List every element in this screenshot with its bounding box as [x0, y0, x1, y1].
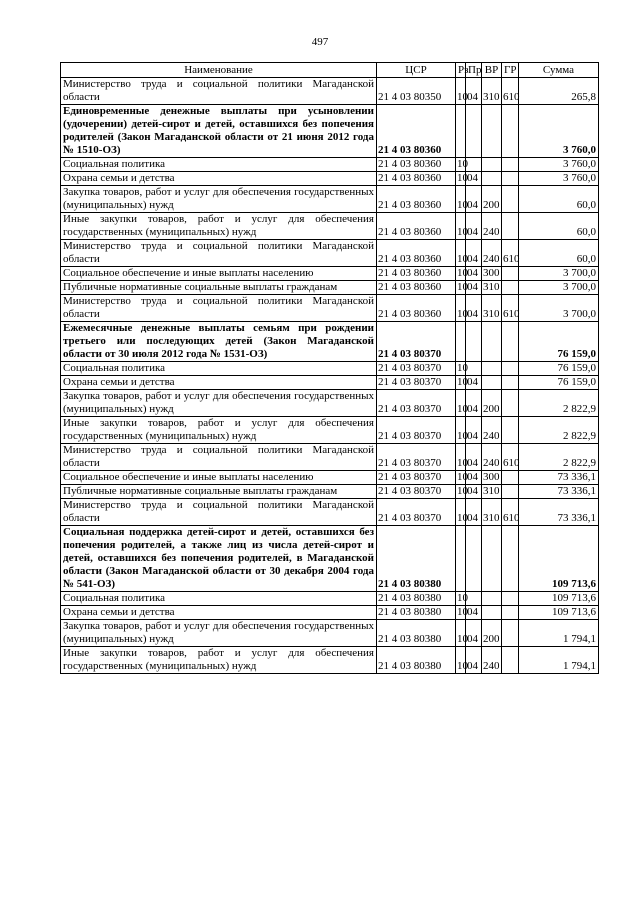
cell-gr [502, 471, 519, 485]
table-row [61, 186, 599, 213]
header-vr: ВР [482, 63, 502, 78]
cell-name: Министерство труда и социальной политики Магаданской области [61, 240, 377, 267]
cell-csr: 21 4 03 80360 [377, 158, 456, 172]
cell-gr: 610 [502, 78, 519, 105]
table-row [61, 485, 599, 499]
cell-name: Социальная политика [61, 158, 377, 172]
cell-rz: 10 [457, 592, 468, 604]
cell-name: Министерство труда и социальной политики Магаданской области [61, 78, 377, 105]
cell-name: Ежемесячные денежные выплаты семьям при рождении третьего или последующих детей (Закон Магаданской области от 30 июля 2012 года № 1531-ОЗ) [61, 322, 377, 362]
cell-csr: 21 4 03 80370 [377, 444, 456, 471]
table-row [61, 376, 599, 390]
cell-rz: 10 [456, 647, 466, 674]
cell-gr [502, 526, 519, 592]
cell-pr: 04 [466, 471, 482, 485]
cell-sum: 2 822,9 [519, 390, 599, 417]
cell-sum: 76 159,0 [519, 322, 599, 362]
cell-vr [482, 105, 502, 158]
table-row [61, 267, 599, 281]
cell-rz: 10 [456, 390, 466, 417]
cell-csr: 21 4 03 80380 [377, 526, 456, 592]
table-row [61, 390, 599, 417]
cell-name: Охрана семьи и детства [61, 606, 377, 620]
cell-csr: 21 4 03 80370 [377, 376, 456, 390]
budget-table [60, 62, 599, 674]
table-row [61, 172, 599, 186]
table-row [61, 362, 599, 376]
cell-vr [482, 362, 502, 376]
cell-gr [502, 390, 519, 417]
cell-sum: 73 336,1 [519, 499, 599, 526]
cell-sum: 60,0 [519, 186, 599, 213]
cell-gr [502, 281, 519, 295]
cell-rz: 10 [456, 620, 466, 647]
table-row [61, 444, 599, 471]
cell-pr: 04 [466, 172, 482, 186]
header-sum: Сумма [519, 63, 599, 78]
cell-name: Социальная политика [61, 362, 377, 376]
cell-rz [456, 322, 466, 362]
cell-pr [466, 526, 482, 592]
cell-pr [466, 322, 482, 362]
cell-gr [502, 417, 519, 444]
cell-vr [482, 606, 502, 620]
cell-vr [482, 158, 502, 172]
cell-rz: 10 [456, 295, 466, 322]
table-row [61, 620, 599, 647]
cell-sum: 3 760,0 [519, 158, 599, 172]
cell-rz: 10 [456, 78, 466, 105]
cell-csr: 21 4 03 80350 [377, 78, 456, 105]
cell-rz: 10 [456, 499, 466, 526]
cell-sum: 1 794,1 [519, 620, 599, 647]
header-gr: ГР [502, 63, 519, 78]
cell-vr: 200 [482, 390, 502, 417]
cell-vr: 310 [482, 499, 502, 526]
cell-csr: 21 4 03 80380 [377, 606, 456, 620]
table-row [61, 647, 599, 674]
page-number: 497 [311, 36, 329, 48]
cell-rz: 10 [456, 240, 466, 267]
cell-csr: 21 4 03 80370 [377, 471, 456, 485]
cell-gr: 610 [502, 444, 519, 471]
cell-gr [502, 267, 519, 281]
cell-csr: 21 4 03 80380 [377, 592, 456, 606]
cell-name: Министерство труда и социальной политики Магаданской области [61, 444, 377, 471]
table-row [61, 526, 599, 592]
header-name: Наименование [61, 63, 377, 78]
cell-rz: 10 [457, 158, 468, 170]
cell-rz: 10 [457, 172, 468, 184]
cell-csr: 21 4 03 80370 [377, 417, 456, 444]
cell-pr: 04 [466, 485, 482, 499]
table-row [61, 105, 599, 158]
cell-csr: 21 4 03 80360 [377, 240, 456, 267]
cell-pr: 04 [466, 376, 482, 390]
cell-gr [502, 376, 519, 390]
cell-sum: 3 700,0 [519, 267, 599, 281]
cell-gr [502, 485, 519, 499]
cell-sum: 73 336,1 [519, 485, 599, 499]
cell-gr [502, 172, 519, 186]
cell-sum: 3 700,0 [519, 295, 599, 322]
cell-name: Закупка товаров, работ и услуг для обеспечения государственных (муниципальных) нужд [61, 186, 377, 213]
table-row [61, 240, 599, 267]
cell-pr: 04 [466, 78, 482, 105]
table-row [61, 606, 599, 620]
cell-vr [482, 376, 502, 390]
cell-rz: 10 [456, 417, 466, 444]
cell-sum: 109 713,6 [519, 526, 599, 592]
cell-vr: 310 [482, 295, 502, 322]
cell-name: Иные закупки товаров, работ и услуг для обеспечения государственных (муниципальных) нужд [61, 647, 377, 674]
cell-pr: 04 [466, 647, 482, 674]
cell-rz: 10 [457, 606, 468, 618]
cell-vr: 310 [483, 281, 500, 293]
cell-gr: 610 [502, 295, 519, 322]
cell-csr: 21 4 03 80370 [377, 499, 456, 526]
cell-gr [502, 592, 519, 606]
cell-rz: 10 [456, 213, 466, 240]
cell-name: Публичные нормативные социальные выплаты гражданам [61, 485, 377, 499]
cell-sum: 60,0 [519, 213, 599, 240]
cell-rz: 10 [456, 186, 466, 213]
cell-csr: 21 4 03 80370 [377, 322, 456, 362]
cell-csr: 21 4 03 80370 [377, 362, 456, 376]
cell-name: Охрана семьи и детства [61, 376, 377, 390]
cell-vr [482, 592, 502, 606]
cell-csr: 21 4 03 80380 [377, 620, 456, 647]
table-row [61, 281, 599, 295]
cell-csr: 21 4 03 80360 [377, 267, 456, 281]
cell-sum: 3 760,0 [519, 172, 599, 186]
cell-sum: 265,8 [519, 78, 599, 105]
cell-rz: 10 [457, 267, 468, 279]
cell-gr [502, 362, 519, 376]
cell-csr: 21 4 03 80360 [377, 295, 456, 322]
cell-rz: 10 [456, 444, 466, 471]
cell-csr: 21 4 03 80360 [377, 186, 456, 213]
table-body [61, 78, 599, 674]
cell-pr [466, 105, 482, 158]
cell-gr: 610 [502, 240, 519, 267]
table-row [61, 499, 599, 526]
cell-gr [502, 213, 519, 240]
cell-csr: 21 4 03 80370 [377, 485, 456, 499]
cell-gr [502, 322, 519, 362]
cell-name: Социальное обеспечение и иные выплаты населению [61, 267, 377, 281]
cell-name: Министерство труда и социальной политики Магаданской области [61, 295, 377, 322]
table-row [61, 158, 599, 172]
cell-name: Закупка товаров, работ и услуг для обеспечения государственных (муниципальных) нужд [61, 620, 377, 647]
cell-pr: 04 [466, 499, 482, 526]
cell-gr [502, 620, 519, 647]
cell-rz: 10 [457, 471, 468, 483]
cell-gr [502, 647, 519, 674]
cell-pr: 04 [466, 606, 482, 620]
cell-pr: 04 [466, 240, 482, 267]
cell-gr [502, 158, 519, 172]
table-row [61, 417, 599, 444]
cell-sum: 3 700,0 [519, 281, 599, 295]
cell-vr: 240 [482, 213, 502, 240]
cell-csr: 21 4 03 80370 [377, 390, 456, 417]
cell-name: Закупка товаров, работ и услуг для обеспечения государственных (муниципальных) нужд [61, 390, 377, 417]
cell-gr [502, 186, 519, 213]
cell-name: Иные закупки товаров, работ и услуг для обеспечения государственных (муниципальных) нужд [61, 213, 377, 240]
cell-pr: 04 [466, 390, 482, 417]
cell-pr: 04 [466, 417, 482, 444]
cell-sum: 73 336,1 [519, 471, 599, 485]
table-row [61, 592, 599, 606]
header-pr: Пр [466, 63, 482, 78]
cell-rz [456, 105, 466, 158]
cell-name: Иные закупки товаров, работ и услуг для обеспечения государственных (муниципальных) нужд [61, 417, 377, 444]
cell-name: Социальное обеспечение и иные выплаты населению [61, 471, 377, 485]
table-header-row [61, 63, 599, 78]
cell-csr: 21 4 03 80360 [377, 105, 456, 158]
cell-vr: 300 [483, 471, 500, 483]
cell-name: Публичные нормативные социальные выплаты гражданам [61, 281, 377, 295]
cell-name: Охрана семьи и детства [61, 172, 377, 186]
cell-sum: 76 159,0 [519, 362, 599, 376]
cell-sum: 76 159,0 [519, 376, 599, 390]
cell-csr: 21 4 03 80360 [377, 281, 456, 295]
cell-pr: 04 [466, 186, 482, 213]
cell-rz: 10 [457, 362, 468, 374]
cell-rz: 10 [457, 485, 468, 497]
cell-name: Единовременные денежные выплаты при усыновлении (удочерении) детей-сирот и детей, оставшихся без попечения родителей (Закон Магаданской области от 21 июня 2012 года № 1510-ОЗ) [61, 105, 377, 158]
table-row [61, 322, 599, 362]
cell-name: Социальная политика [61, 592, 377, 606]
cell-pr: 04 [466, 444, 482, 471]
cell-vr: 300 [483, 267, 500, 279]
cell-csr: 21 4 03 80360 [377, 172, 456, 186]
header-rz: Рз [456, 63, 466, 78]
cell-csr: 21 4 03 80360 [377, 213, 456, 240]
table-row [61, 213, 599, 240]
cell-pr: 04 [466, 213, 482, 240]
cell-vr: 240 [482, 444, 502, 471]
cell-vr: 200 [482, 186, 502, 213]
table-row [61, 295, 599, 322]
cell-pr: 04 [466, 281, 482, 295]
cell-vr: 240 [482, 647, 502, 674]
cell-gr [502, 105, 519, 158]
cell-vr: 240 [482, 417, 502, 444]
cell-rz: 10 [457, 281, 468, 293]
cell-sum: 2 822,9 [519, 417, 599, 444]
cell-pr: 04 [466, 620, 482, 647]
cell-vr: 240 [482, 240, 502, 267]
cell-vr: 310 [482, 78, 502, 105]
cell-rz: 10 [457, 376, 468, 388]
cell-gr [502, 606, 519, 620]
cell-vr: 310 [483, 485, 500, 497]
cell-sum: 2 822,9 [519, 444, 599, 471]
cell-sum: 109 713,6 [519, 606, 599, 620]
table-row [61, 78, 599, 105]
table-row [61, 471, 599, 485]
cell-vr: 200 [482, 620, 502, 647]
header-csr: ЦСР [377, 63, 456, 78]
cell-pr: 04 [466, 295, 482, 322]
cell-vr [482, 322, 502, 362]
cell-vr [482, 172, 502, 186]
cell-csr: 21 4 03 80380 [377, 647, 456, 674]
cell-sum: 1 794,1 [519, 647, 599, 674]
cell-name: Министерство труда и социальной политики Магаданской области [61, 499, 377, 526]
cell-sum: 3 760,0 [519, 105, 599, 158]
cell-sum: 60,0 [519, 240, 599, 267]
cell-sum: 109 713,6 [519, 592, 599, 606]
cell-gr: 610 [502, 499, 519, 526]
cell-rz [456, 526, 466, 592]
cell-vr [482, 526, 502, 592]
cell-name: Социальная поддержка детей-сирот и детей, оставшихся без попечения родителей, а также лиц из числа детей-сирот и детей, оставшихся без попечения родителей, в Магаданской области (Закон Магаданской области от 30 декабря 2004 года № 541-ОЗ) [61, 526, 377, 592]
cell-pr: 04 [466, 267, 482, 281]
